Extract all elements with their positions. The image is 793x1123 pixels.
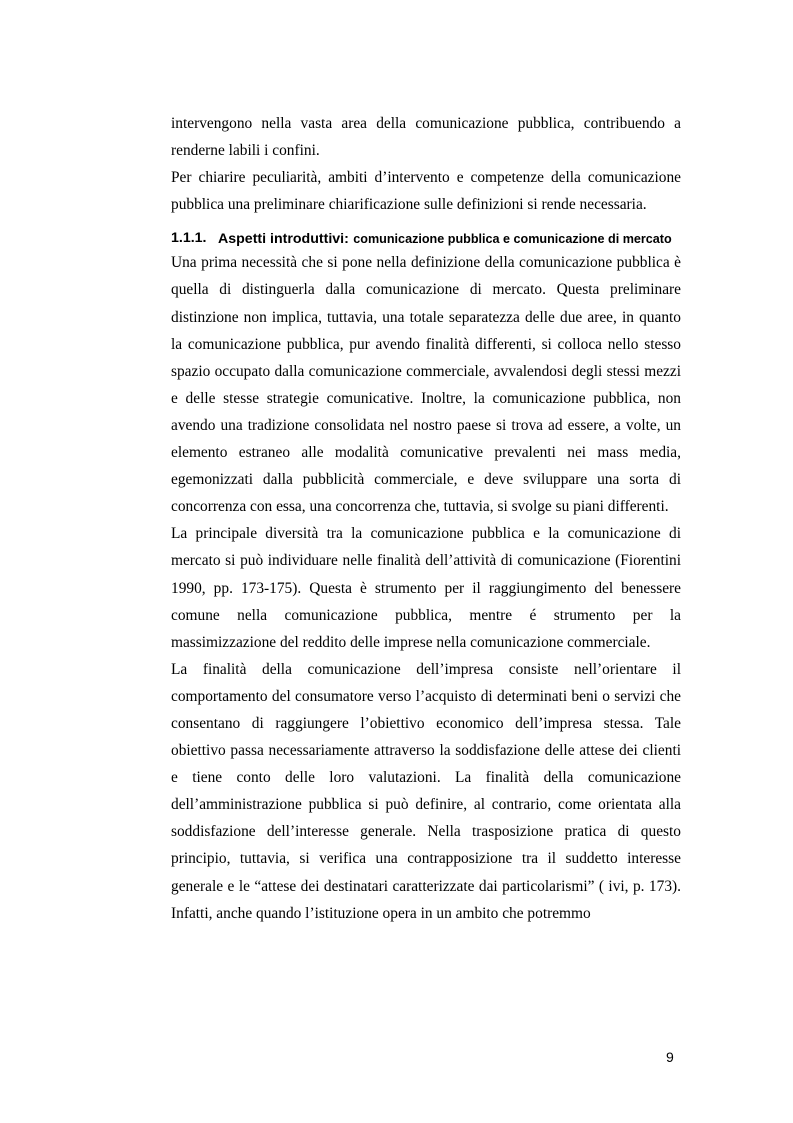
paragraph-intro-end: intervengono nella vasta area della comunicazione pubblica, contribuendo a renderne labili i confini. bbox=[171, 115, 681, 160]
page-number: 9 bbox=[666, 1049, 674, 1065]
section-heading bbox=[171, 230, 681, 248]
paragraph-purpose-difference: La principale diversità tra la comunicazione pubblica e la comunicazione di mercato si può individuare nelle finalità dell’attività di comunicazione (Fiorentini 1990, pp. 173-175). Questa è strumento per il raggiungimento del benessere comune nella comunicazione pubblica, mentre é strumento per la massimizzazione del reddito delle imprese nella comunicazione commerciale. bbox=[171, 525, 681, 651]
section-number: 1.1.1. bbox=[171, 230, 207, 247]
paragraph-business-purpose: La finalità della comunicazione dell’impresa consiste nell’orientare il comportamento del consumatore verso l’acquisto di determinati beni o servizi che consentano di raggiungere l’obiettivo economico dell’impresa stessa. Tale obiettivo passa necessariamente attraverso la soddisfazione delle attese dei clienti e tiene conto delle loro valutazioni. La finalità della comunicazione dell’amministrazione pubblica si può definire, al contrario, come orientata alla soddisfazione dell’interesse generale. Nella trasposizione pratica di questo principio, tuttavia, si verifica una contrapposizione tra il suddetto interesse generale e le “attese dei destinatari caratterizzate dai particolarismi” ( ivi, p. 173). Infatti, anche quando l’istituzione opera in un ambito che potremmo bbox=[171, 660, 681, 922]
page-body bbox=[171, 110, 681, 927]
section-title-sub: comunicazione pubblica e comunicazione di mercato bbox=[353, 232, 672, 247]
paragraph-intro-definitions: Per chiarire peculiarità, ambiti d’intervento e competenze della comunicazione pubblica una preliminare chiarificazione sulle definizioni si rende necessaria. bbox=[171, 169, 681, 214]
section-title-main: Aspetti introduttivi: bbox=[218, 231, 349, 248]
section-title bbox=[218, 230, 681, 248]
paragraph-market-distinction: Una prima necessità che si pone nella definizione della comunicazione pubblica è quella di distinguerla dalla comunicazione di mercato. Questa preliminare distinzione non implica, tuttavia, una totale separatezza delle due aree, in quanto la comunicazione pubblica, pur avendo finalità differenti, si colloca nello stesso spazio occupato dalla comunicazione commerciale, avvalendosi degli stessi mezzi e delle stesse strategie comunicative. Inoltre, la comunicazione pubblica, non avendo una tradizione consolidata nel nostro paese si trova ad essere, a volte, un elemento estraneo alle modalità comunicative prevalenti nei mass media, egemonizzati dalla pubblicità commerciale, e deve sviluppare una sorta di concorrenza con essa, una concorrenza che, tuttavia, si svolge su piani differenti. bbox=[171, 254, 681, 516]
